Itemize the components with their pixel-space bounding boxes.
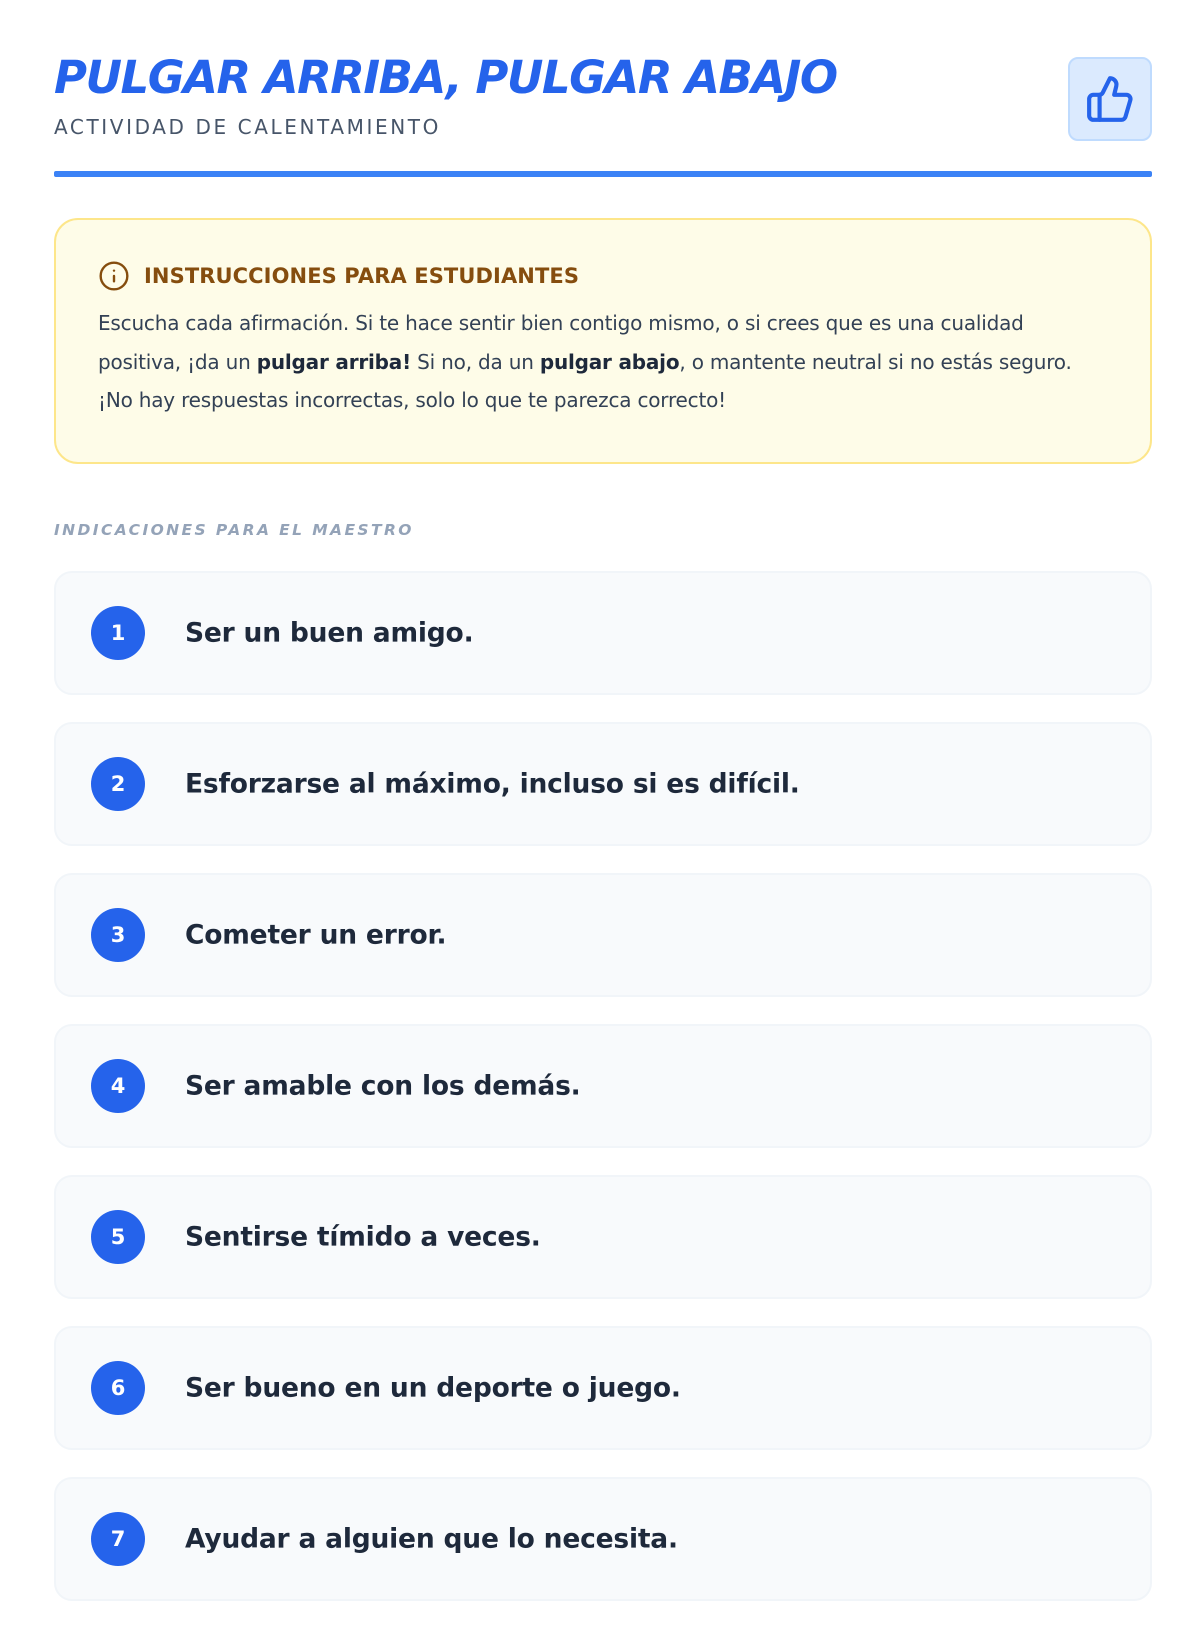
page-subtitle: ACTIVIDAD DE CALENTAMIENTO xyxy=(54,115,441,139)
header-divider xyxy=(54,171,1152,177)
prompt-text: Sentirse tímido a veces. xyxy=(185,1221,541,1253)
instructions-text-part-1: Escucha cada afirmación. Si te hace sentir bien contigo mismo, o si crees que es una cualidad positiva, ¡da un xyxy=(98,311,1024,374)
prompt-number-badge: 7 xyxy=(91,1512,145,1566)
prompt-card xyxy=(54,1326,1152,1450)
info-icon xyxy=(98,260,130,292)
prompt-number-badge: 2 xyxy=(91,757,145,811)
page-title: PULGAR ARRIBA, PULGAR ABAJO xyxy=(54,51,837,104)
prompt-number-badge: 3 xyxy=(91,908,145,962)
prompt-text: Ser un buen amigo. xyxy=(185,617,474,649)
prompt-card xyxy=(54,722,1152,846)
instructions-heading xyxy=(98,260,1110,292)
prompt-text: Cometer un error. xyxy=(185,919,447,951)
instructions-text-part-3: , o mantente neutral si no estás seguro. ¡No hay respuestas incorrectas, solo lo que te parezca correcto! xyxy=(98,349,1072,412)
student-instructions-box xyxy=(54,218,1152,464)
prompt-text: Ser bueno en un deporte o juego. xyxy=(185,1372,681,1404)
prompt-card xyxy=(54,1024,1152,1148)
worksheet-page xyxy=(54,0,1152,1555)
thumbs-up-icon xyxy=(1085,74,1135,124)
prompt-number-badge: 4 xyxy=(91,1059,145,1113)
prompt-card xyxy=(54,1477,1152,1601)
prompt-number-badge: 6 xyxy=(91,1361,145,1415)
prompt-card xyxy=(54,1175,1152,1299)
instructions-title: INSTRUCCIONES PARA ESTUDIANTES xyxy=(144,264,580,288)
instructions-bold-thumbs-down: pulgar abajo xyxy=(539,349,680,374)
instructions-text xyxy=(98,304,1110,420)
prompt-card xyxy=(54,571,1152,695)
instructions-text-part-2: Si no, da un xyxy=(411,349,540,374)
teacher-prompt-list xyxy=(54,571,1152,1628)
thumbs-up-badge xyxy=(1068,57,1152,141)
header xyxy=(54,0,1152,178)
prompt-text: Ser amable con los demás. xyxy=(185,1070,581,1102)
instructions-bold-thumbs-up: pulgar arriba! xyxy=(256,349,412,374)
teacher-section-label: INDICACIONES PARA EL MAESTRO xyxy=(54,521,414,539)
prompt-number-badge: 1 xyxy=(91,606,145,660)
prompt-text: Ayudar a alguien que lo necesita. xyxy=(185,1523,678,1555)
prompt-card xyxy=(54,873,1152,997)
prompt-text: Esforzarse al máximo, incluso si es difícil. xyxy=(185,768,800,800)
prompt-number-badge: 5 xyxy=(91,1210,145,1264)
